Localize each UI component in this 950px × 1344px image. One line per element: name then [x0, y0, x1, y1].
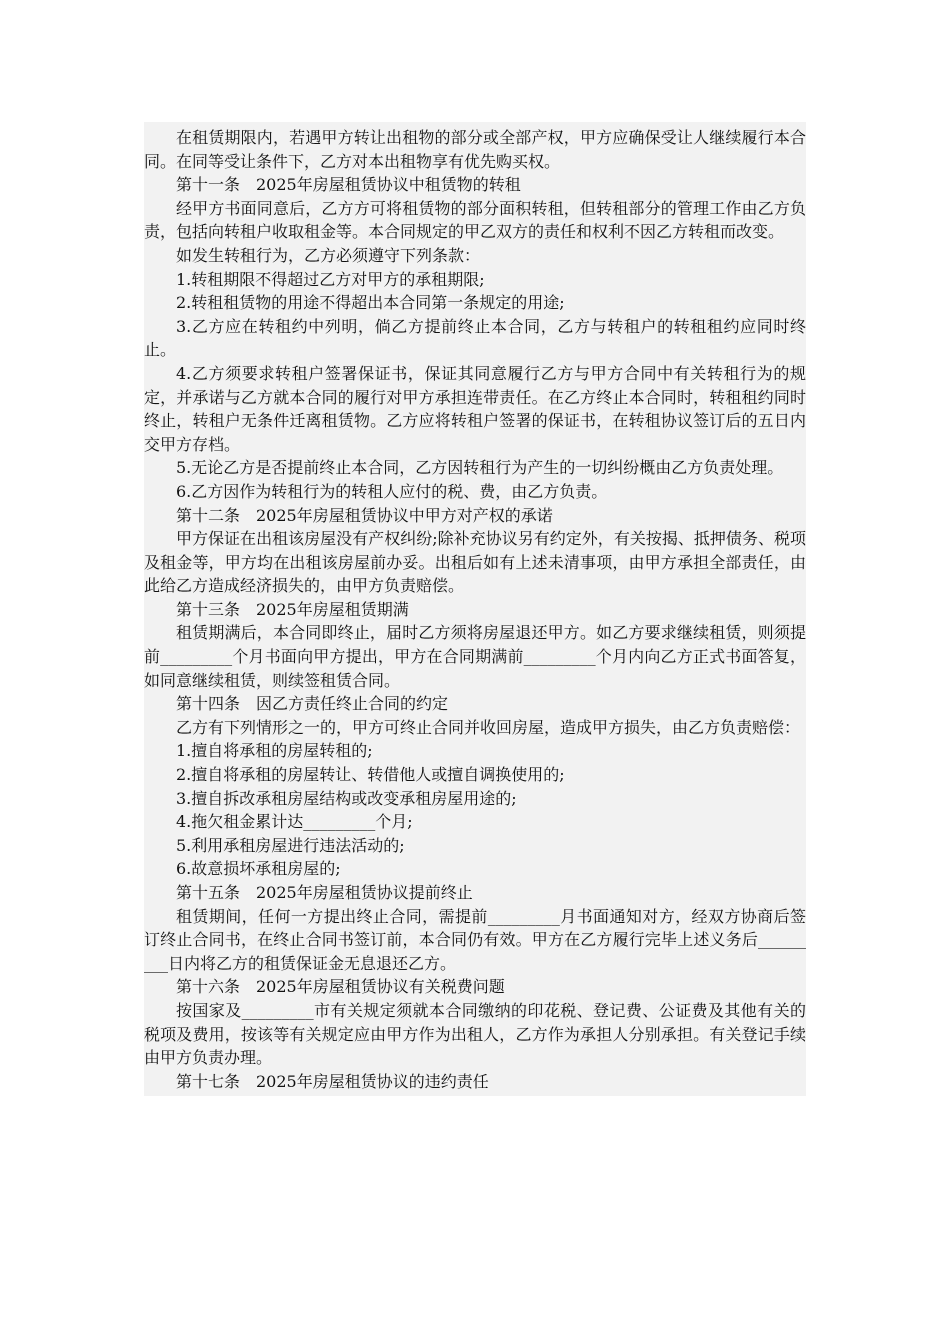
- article-13-heading: 第十三条 2025年房屋租赁期满: [176, 599, 409, 619]
- article-16-heading: 第十六条 2025年房屋租赁协议有关税费问题: [176, 977, 505, 997]
- termination-condition-3: 3.擅自拆改承租房屋结构或改变承租房屋用途的;: [176, 788, 517, 808]
- article-14-heading: 第十四条 因乙方责任终止合同的约定: [176, 694, 449, 714]
- sublease-term-5: 5.无论乙方是否提前终止本合同，乙方因转租行为产生的一切纠纷概由乙方负责处理。: [176, 458, 784, 478]
- article-12-heading: 第十二条 2025年房屋租赁协议中甲方对产权的承诺: [176, 505, 553, 525]
- sublease-term-2: 2.转租租赁物的用途不得超出本合同第一条规定的用途;: [176, 293, 565, 313]
- paragraph-transfer-of-ownership: 在租赁期限内，若遇甲方转让出租物的部分或全部产权，甲方应确保受让人继续履行本合同。在同等受让条件下，乙方对本出租物享有优先购买权。: [144, 128, 806, 171]
- termination-condition-2: 2.擅自将承租的房屋转让、转借他人或擅自调换使用的;: [176, 765, 565, 785]
- paragraph-sublease-terms-intro: 如发生转租行为，乙方必须遵守下列条款：: [176, 245, 481, 265]
- termination-condition-5: 5.利用承租房屋进行违法活动的;: [176, 835, 405, 855]
- paragraph-lease-expiry: 租赁期满后，本合同即终止，届时乙方须将房屋退还甲方。如乙方要求继续租赁，则须提前_________个月书面向甲方提出，甲方在合同期满前_________个月内向乙方正式书面答复，如同意继续租赁，则续签租赁合同。: [144, 623, 806, 690]
- sublease-term-3: 3.乙方应在转租约中列明，倘乙方提前终止本合同，乙方与转租户的转租租约应同时终止。: [144, 316, 806, 360]
- sublease-term-6: 6.乙方因作为转租行为的转租人应付的税、费，由乙方负责。: [176, 481, 608, 501]
- sublease-term-1: 1.转租期限不得超过乙方对甲方的承租期限;: [176, 269, 485, 289]
- article-11-heading: 第十一条 2025年房屋租赁协议中租赁物的转租: [176, 175, 521, 195]
- article-17-heading: 第十七条 2025年房屋租赁协议的违约责任: [176, 1071, 489, 1091]
- paragraph-early-termination: 租赁期间，任何一方提出终止合同，需提前_________月书面通知对方，经双方协商后签订终止合同书，在终止合同书签订前，本合同仍有效。甲方在乙方履行完毕上述义务后_________日内将乙方的租赁保证金无息退还乙方。: [144, 906, 806, 973]
- article-15-heading: 第十五条 2025年房屋租赁协议提前终止: [176, 883, 473, 902]
- paragraph-ownership-guarantee: 甲方保证在出租该房屋没有产权纠纷;除补充协议另有约定外，有关按揭、抵押债务、税项及租金等，甲方均在出租该房屋前办妥。出租后如有上述未清事项，由甲方承担全部责任，由此给乙方造成经济损失的，由甲方负责赔偿。: [144, 529, 806, 596]
- contract-text-block: [144, 122, 806, 1096]
- paragraph-sublease-consent: 经甲方书面同意后，乙方方可将租赁物的部分面积转租，但转租部分的管理工作由乙方负责，包括向转租户收取租金等。本合同规定的甲乙双方的责任和权利不因乙方转租而改变。: [144, 198, 806, 242]
- paragraph-termination-conditions: 乙方有下列情形之一的，甲方可终止合同并收回房屋，造成甲方损失，由乙方负责赔偿：: [176, 717, 801, 737]
- termination-condition-6: 6.故意损坏承租房屋的;: [176, 859, 341, 879]
- termination-condition-1: 1.擅自将承租的房屋转租的;: [176, 741, 373, 761]
- termination-condition-4: 4.拖欠租金累计达_________个月;: [176, 812, 413, 832]
- paragraph-taxes-fees: 按国家及_________市有关规定须就本合同缴纳的印花税、登记费、公证费及其他有关的税项及费用，按该等有关规定应由甲方作为出租人，乙方作为承担人分别承担。有关登记手续由甲方负责办理。: [144, 1000, 806, 1068]
- sublease-term-4: 4.乙方须要求转租户签署保证书，保证其同意履行乙方与甲方合同中有关转租行为的规定，并承诺与乙方就本合同的履行对甲方承担连带责任。在乙方终止本合同时，转租租约同时终止，转租户无条件迁离租赁物。乙方应将转租户签署的保证书，在转租协议签订后的五日内交甲方存档。: [144, 363, 806, 454]
